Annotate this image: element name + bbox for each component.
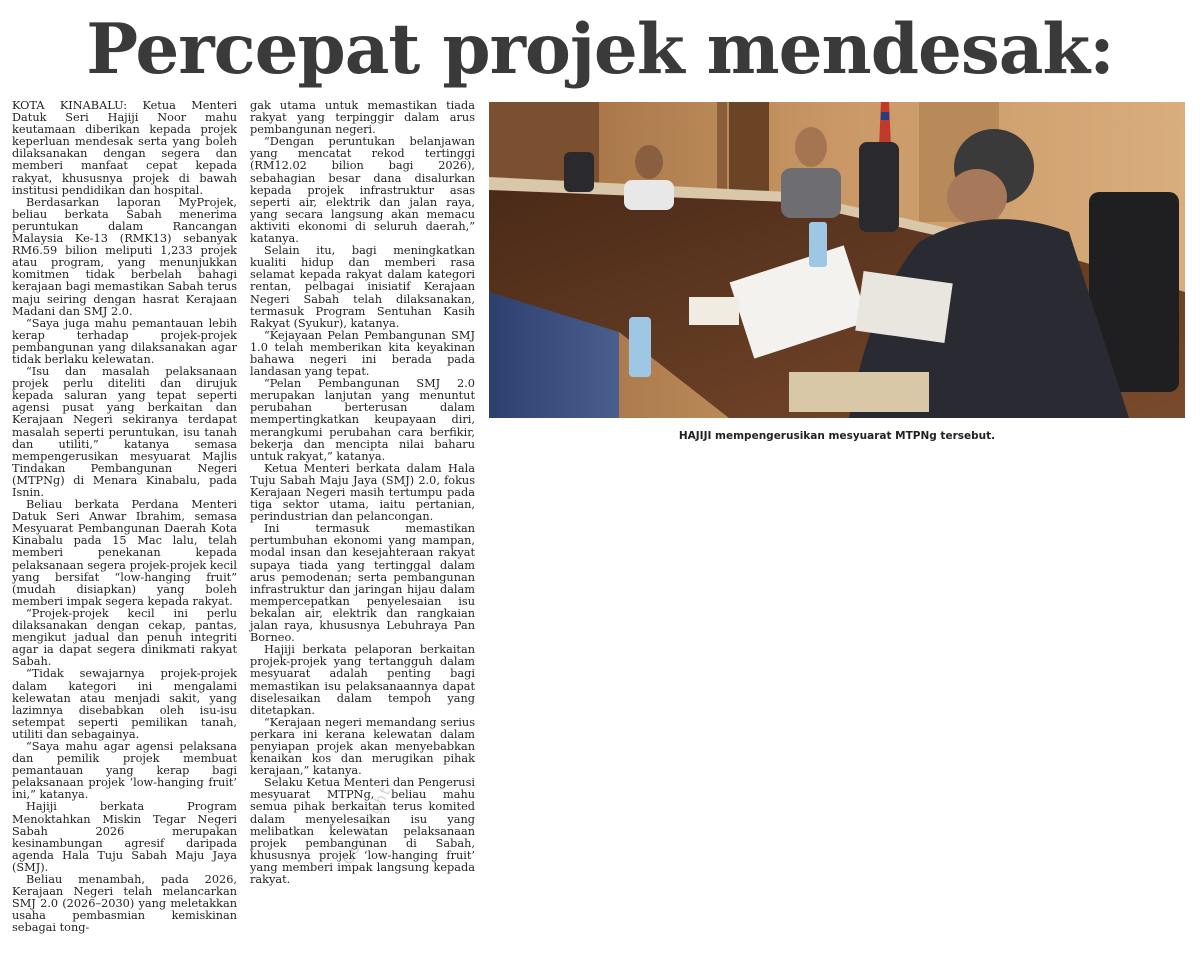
article-paragraph: Beliau berkata Perdana Menteri Datuk Seri Anwar Ibrahim, semasa Mesyuarat Pembangunan Daerah Kota Kinabalu pada 15 Mac lalu, telah memberi penekanan kepada pelaksanaan segera projek-projek kecil yang bersifat “low-hanging fruit” (mudah disiapkan) yang boleh memberi impak segera kepada rakyat. [12,498,237,608]
article-paragraph: “Kejayaan Pelan Pembangunan SMJ 1.0 telah memberikan kita keyakinan bahawa negeri ini berada pada landasan yang tepat. [250,328,475,379]
article-paragraph: “Kerajaan negeri memandang serius perkara ini kerana kelewatan dalam penyiapan projek akan menyebabkan kenaikan kos dan merugikan pihak kerajaan,” katanya. [250,715,475,778]
article-paragraph: Hajiji berkata pelaporan berkaitan projek-projek yang tertangguh dalam mesyuarat adalah penting bagi memastikan isu pelaksanaannya dapat diselesaikan dalam tempoh yang ditetapkan. [250,643,475,717]
article-paragraph: gak utama untuk memastikan tiada rakyat yang terpinggir dalam arus pembangunan negeri. [250,99,475,137]
article-paragraph: Selaku Ketua Menteri dan Pengerusi mesyuarat MTPNg, beliau mahu semua pihak berkaitan terus komited dalam menyelesaikan isu yang melibatkan kelewatan pelaksanaan projek pembangunan di Sabah, khususnya projek ‘low-hanging fruit’ yang memberi impak langsung kepada rakyat. [250,776,475,886]
article-paragraph: “Pelan Pembangunan SMJ 2.0 merupakan lanjutan yang menuntut perubahan berterusan dalam mempertingkatkan keupayaan diri, merangkumi perubahan cara berfikir, bekerja dan mencipta nilai baharu untuk rakyat,” katanya. [250,377,475,463]
photo-caption: HAJIJI mempengerusikan mesyuarat MTPNg tersebut. [678,430,996,442]
article-paragraph: “Projek-projek kecil ini perlu dilaksanakan dengan cekap, pantas, mengikut jadual dan penuh integriti agar ia dapat segera dinikmati rakyat Sabah. [12,606,237,669]
article-paragraph: “Saya juga mahu pemantauan lebih kerap terhadap projek-projek pembangunan yang dilaksanakan agar tidak berlaku kelewatan. [12,316,237,366]
article-column-1 [12,100,237,934]
article-paragraph: Berdasarkan laporan MyProjek, beliau berkata Sabah menerima peruntukan dalam Rancangan Malaysia Ke-13 (RMK13) sebanyak RM6.59 bilion meliputi 1,233 projek atau program, yang menunjukkan komitmen tidak berbelah bahagi kerajaan bagi memastikan Sabah terus maju seiring dengan hasrat Kerajaan Madani dan SMJ 2.0. [12,195,237,318]
article-paragraph: “Tidak sewajarnya projek-projek dalam kategori ini mengalami kelewatan atau menjadi sakit, yang lazimnya disebabkan oleh isu-isu setempat seperti pemilikan tanah, utiliti dan sebagainya. [12,667,237,741]
article-column-2 [250,100,475,886]
article-paragraph: KOTA KINABALU: Ketua Menteri Datuk Seri Hajiji Noor mahu keutamaan diberikan kepada projek keperluan mendesak serta yang boleh dilaksanakan dengan segera dan memberi manfaat cepat kepada rakyat, khususnya projek di bawah institusi pendidikan dan hospital. [12,99,237,197]
article-paragraph: “Isu dan masalah pelaksanaan projek perlu diteliti dan dirujuk kepada saluran yang tepat seperti agensi pusat yang berkaitan dan Kerajaan Negeri sekiranya terdapat masalah seperti peruntukan, isu tanah dan utiliti,” katanya semasa mempengerusikan mesyuarat Majlis Tindakan Pembangunan Negeri (MTPNg) di Menara Kinabalu, pada Isnin. [12,365,237,499]
watermark: Copyright [340,783,395,868]
meeting-photo [489,102,1185,418]
article-paragraph: Hajiji berkata Program Menoktahkan Miskin Tegar Negeri Sabah 2026 merupakan kesinambungan agresif daripada agenda Hala Tuju Sabah Maju Jaya (SMJ). [12,800,237,874]
article-paragraph: Ini termasuk memastikan pertumbuhan ekonomi yang mampan, modal insan dan kesejahteraan rakyat supaya tiada yang tertinggal dalam arus pemodenan; serta pembangunan infrastruktur dan jaringan hijau dalam mempercepatkan penyelesaian isu bekalan air, elektrik dan rangkaian jalan raya, khususnya Lebuhraya Pan Borneo. [250,522,475,645]
article-paragraph: Beliau menambah, pada 2026, Kerajaan Negeri telah melancarkan SMJ 2.0 (2026–2030) yang meletakkan usaha pembasmian kemiskinan sebagai tong- [12,873,237,935]
article-paragraph: Ketua Menteri berkata dalam Hala Tuju Sabah Maju Jaya (SMJ) 2.0, fokus Kerajaan Negeri masih tertumpu pada tiga sektor utama, iaitu pertanian, perindustrian dan pelancongan. [250,461,475,524]
headline: Percepat projek mendesak: [86,9,1114,90]
article-paragraph: “Saya mahu agar agensi pelaksana dan pemilik projek membuat pemantauan yang kerap bagi pelaksanaan projek ‘low-hanging fruit’ ini,” katanya. [12,739,237,802]
article-paragraph: “Dengan peruntukan belanjawan yang mencatat rekod tertinggi (RM12.02 bilion bagi 2026), sebahagian besar dana disalurkan kepada projek infrastruktur asas seperti air, elektrik dan jalan raya, yang secara langsung akan memacu aktiviti ekonomi di seluruh daerah,” katanya. [250,135,475,246]
article-paragraph: Selain itu, bagi meningkatkan kualiti hidup dan memberi rasa selamat kepada rakyat dalam kategori rentan, pelbagai inisiatif Kerajaan Negeri Sabah telah dilaksanakan, termasuk Program Sentuhan Kasih Rakyat (Syukur), katanya. [250,244,475,330]
